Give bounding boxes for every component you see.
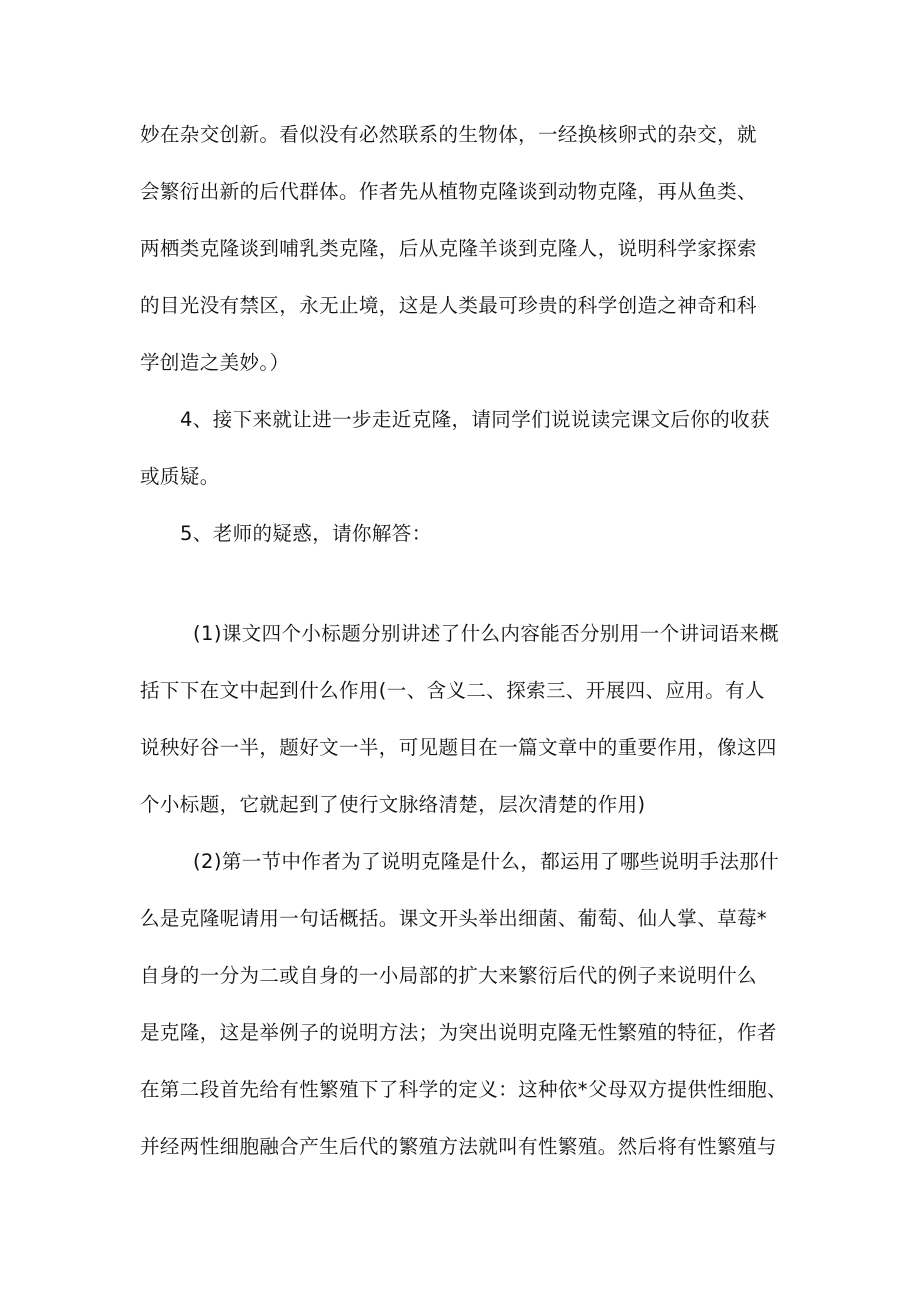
- text-line: 自身的一分为二或自身的一小局部的扩大来繁衍后代的例子来说明什么: [140, 964, 757, 987]
- question-5: 5、老师的疑惑，请你解答：: [180, 522, 432, 545]
- text-line: 是克隆，这是举例子的说明方法；为突出说明克隆无性繁殖的特征，作者: [140, 1021, 777, 1044]
- text-line: 两栖类克隆谈到哺乳类克隆，后从克隆羊谈到克隆人，说明科学家探索: [140, 237, 757, 260]
- text-line: 么是克隆呢请用一句话概括。课文开头举出细菌、葡萄、仙人掌、草莓*: [140, 907, 768, 930]
- text-line: 个小标题，它就起到了使行文脉络清楚，层次清楚的作用): [140, 793, 646, 816]
- text-line: 或质疑。: [140, 465, 220, 488]
- text-line: 括下下在文中起到什么作用(一、含义二、探索三、开展四、应用。有人: [140, 679, 765, 702]
- text-line: 妙在杂交创新。看似没有必然联系的生物体，一经换核卵式的杂交，就: [140, 123, 757, 146]
- sub-question-2: (2)第一节中作者为了说明克隆是什么，都运用了哪些说明手法那什: [193, 850, 780, 873]
- text-line: 说秧好谷一半，题好文一半，可见题目在一篇文章中的重要作用，像这四: [140, 736, 777, 759]
- text-line: 会繁衍出新的后代群体。作者先从植物克隆谈到动物克隆，再从鱼类、: [140, 180, 757, 203]
- text-line: 的目光没有禁区，永无止境，这是人类最可珍贵的科学创造之神奇和科: [140, 294, 757, 317]
- question-4: 4、接下来就让进一步走近克隆，请同学们说说读完课文后你的收获: [180, 408, 770, 431]
- text-line: 学创造之美妙。）: [140, 351, 290, 374]
- text-line: 在第二段首先给有性繁殖下了科学的定义：这种依*父母双方提供性细胞、: [140, 1078, 787, 1101]
- sub-question-1: (1)课文四个小标题分别讲述了什么内容能否分别用一个讲词语来概: [193, 622, 780, 645]
- text-line: 并经两性细胞融合产生后代的繁殖方法就叫有性繁殖。然后将有性繁殖与: [140, 1135, 777, 1158]
